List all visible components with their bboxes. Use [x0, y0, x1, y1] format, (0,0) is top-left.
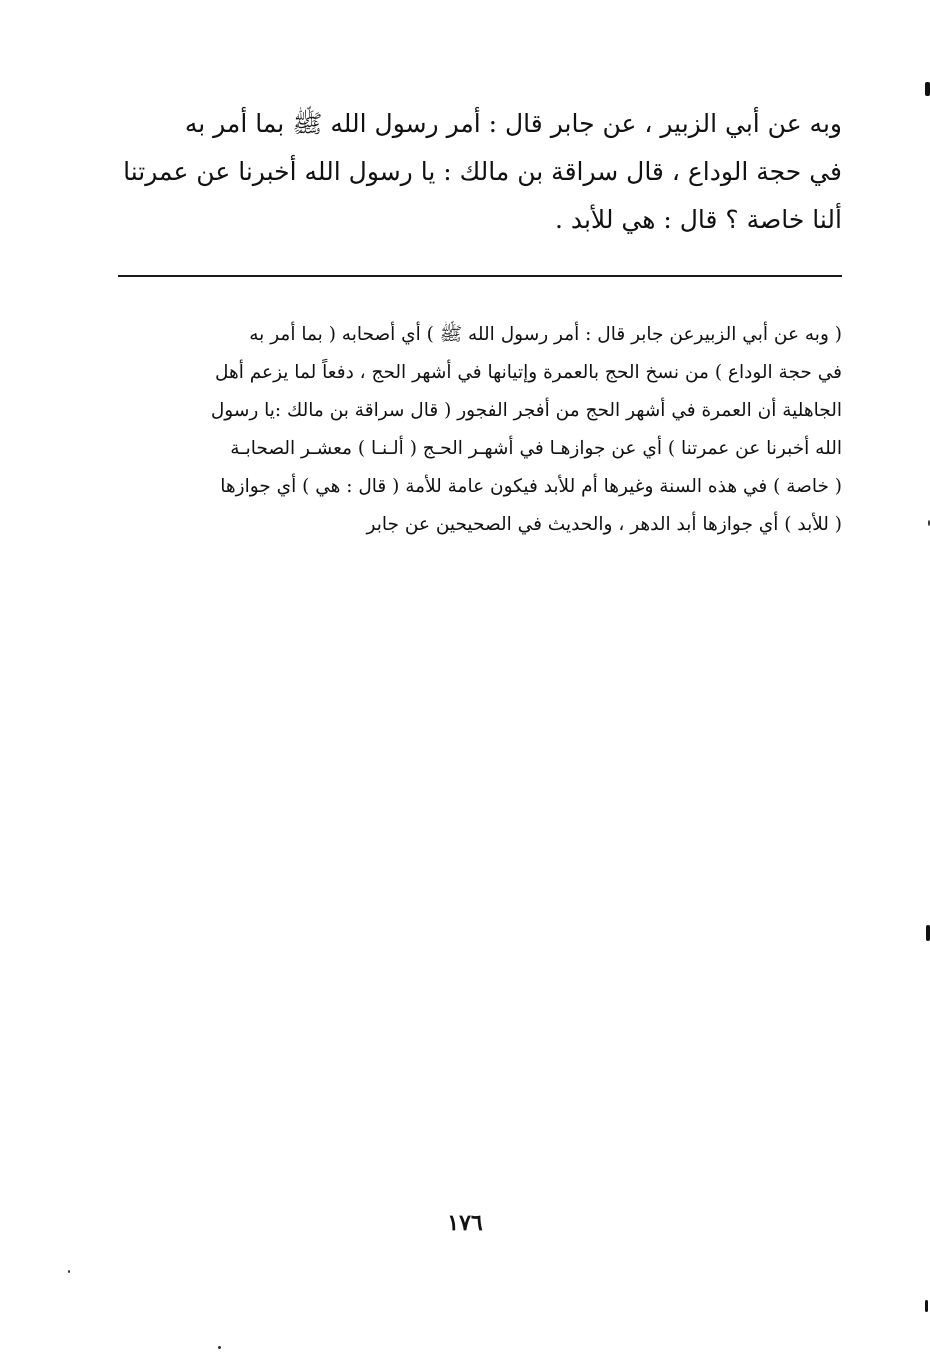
commentary-line: في حجة الوداع ) من نسخ الحج بالعمرة وإتيانها في أشهر الحج ، دفعاً لما يزعم أهل	[214, 362, 842, 383]
hadith-main-text	[118, 100, 842, 244]
commentary-line: الله أخبرنا عن عمرتنا ) أي عن جوازهـا في أشهـر الحـج ( ألـنـا ) معشـر الصحابـة	[230, 438, 842, 459]
commentary-line: ( خاصة ) في هذه السنة وغيرها أم للأبد فيكون عامة للأمة ( قال : هي ) أي جوازها	[220, 476, 842, 497]
footnote-divider	[118, 275, 842, 277]
scan-edge-mark	[925, 82, 930, 96]
commentary-line: ( للأبد ) أي جوازها أبد الدهر ، والحديث في الصحيحين عن جابر	[366, 514, 842, 535]
main-text-line: وبه عن أبي الزبير ، عن جابر قال : أمر رسول الله ﷺ بما أمر به	[184, 109, 842, 138]
page-number: ١٧٦	[447, 1210, 483, 1236]
commentary-line: الجاهلية أن العمرة في أشهر الحج من أفجر الفجور ( قال سراقة بن مالك :يا رسول	[210, 400, 842, 421]
scan-edge-mark	[925, 1300, 928, 1312]
commentary-text	[118, 316, 842, 544]
main-text-line: في حجة الوداع ، قال سراقة بن مالك : يا رسول الله أخبرنا عن عمرتنا	[123, 157, 842, 186]
scan-edge-mark	[926, 925, 930, 941]
scan-speck	[218, 1346, 221, 1349]
scan-speck	[68, 1270, 70, 1273]
main-text-line: ألنا خاصة ؟ قال : هي للأبد .	[554, 205, 842, 234]
commentary-line: ( وبه عن أبي الزبيرعن جابر قال : أمر رسول الله ﷺ ) أي أصحابه ( بما أمر به	[249, 324, 842, 345]
